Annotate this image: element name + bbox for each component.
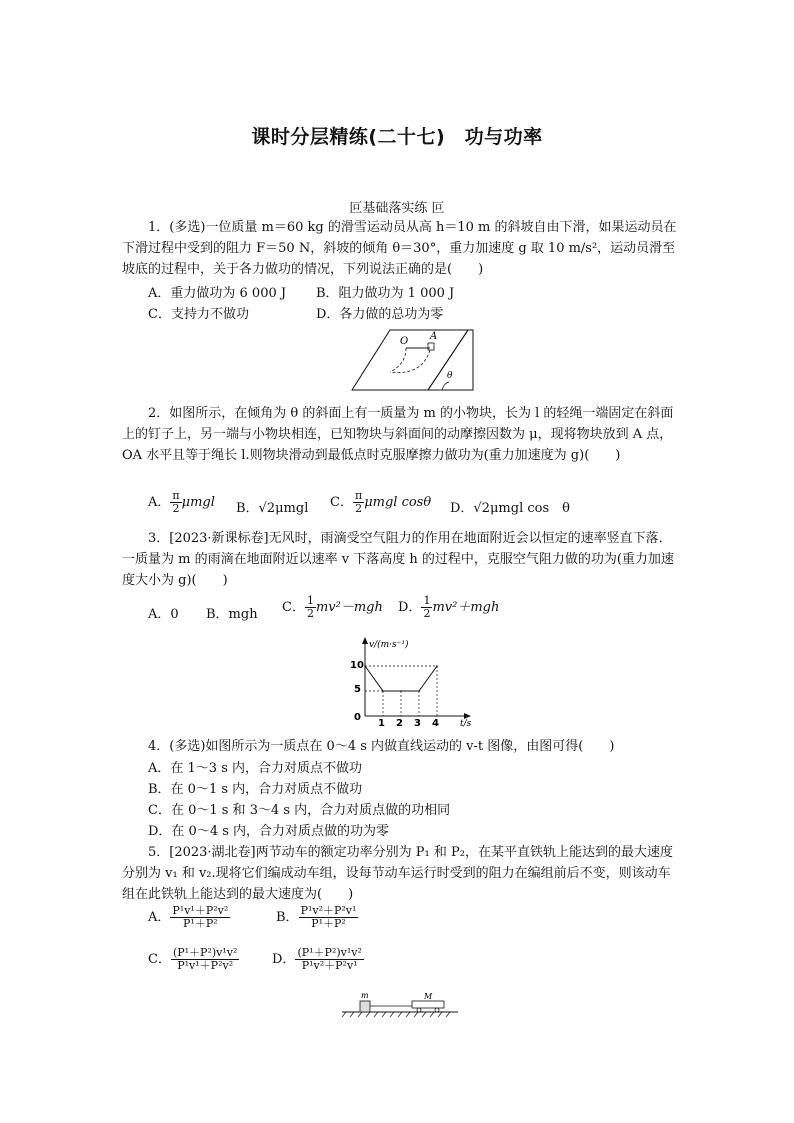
ground-hatch (342, 1012, 450, 1017)
vt-point-t4 (436, 665, 438, 667)
question-4-text: 4．(多选)如图所示为一质点在 0～4 s 内做直线运动的 v-t 图像，由图可得( ) (148, 739, 615, 754)
vt-point-t0 (364, 665, 366, 667)
q5-option-c-prefix: C． (148, 952, 171, 967)
q1-option-d: D．各力做的总功为零 (316, 307, 444, 322)
q2-option-c-den: 2 (355, 502, 363, 515)
question-2-text: 2．如图所示，在倾角为 θ 的斜面上有一质量为 m 的小物块，长为 l 的轻绳一端固定在斜面上的钉子上，另一端与小物块相连，已知物块与斜面间的动摩擦因数为 μ，现将物块放到 A 点，OA 水平且等于绳长 l.则物块滑动到最低点时克服摩擦力做功为(重力加速度为 g)( ) (122, 406, 674, 463)
y-axis-label: v/(m·s⁻¹) (369, 640, 409, 650)
q5-option-d-den: P¹v²＋P²v¹ (301, 959, 358, 972)
x-axis-label: t/s (460, 719, 472, 728)
q3-option-c (282, 595, 383, 620)
q5-option-b-den: P¹＋P² (311, 917, 346, 930)
y-tick-0: 0 (354, 712, 361, 723)
q4-option-b: B．在 0～1 s 内，合力对质点不做功 (148, 782, 363, 797)
q5-option-a-den: P¹＋P² (183, 917, 218, 930)
q3-option-b: B．mgh (206, 607, 258, 622)
x-tick-1: 1 (378, 718, 385, 728)
q2-option-c-prefix: C． (330, 495, 353, 510)
q1-option-b: B．阻力做功为 1 000 J (316, 286, 455, 301)
vt-graph (340, 634, 480, 728)
block-m (360, 1001, 370, 1012)
q5-option-b-fraction (299, 905, 359, 930)
question-4 (122, 736, 682, 757)
q5-option-a (148, 905, 230, 930)
vt-point-t2 (400, 690, 402, 692)
q3-option-c-rest: mv²－mgh (315, 600, 383, 615)
q2-option-a-fraction (170, 490, 181, 515)
q3-option-c-num: 1 (306, 594, 314, 607)
q5-option-b (276, 905, 358, 930)
q3-option-c-den: 2 (306, 607, 314, 620)
cart-M (412, 1001, 444, 1008)
q5-option-d-prefix: D． (272, 952, 296, 967)
label-theta: θ (447, 371, 453, 381)
q5-option-b-num: P¹v²＋P²v¹ (300, 904, 357, 917)
section-header: 叵基础落实练 叵 (349, 201, 445, 216)
y-tick-5: 5 (354, 684, 361, 695)
incline-figure (350, 326, 475, 394)
q5-option-c-den: P¹v¹＋P²v² (177, 959, 234, 972)
q3-option-d-prefix: D． (398, 600, 422, 615)
x-tick-3: 3 (414, 718, 421, 728)
q5-option-d-fraction (295, 947, 363, 972)
q3-option-d (398, 595, 499, 620)
q3-option-a: A．0 (148, 607, 179, 622)
label-a: A (430, 331, 438, 342)
q2-option-d: D．√2μmgl cos θ (450, 501, 570, 516)
vt-point-t1 (382, 690, 384, 692)
q2-option-c (330, 490, 431, 515)
question-2 (122, 403, 682, 466)
q2-option-b: B．√2μmgl (236, 501, 309, 516)
vt-point-t3 (418, 690, 420, 692)
q5-option-a-prefix: A． (148, 910, 171, 925)
q5-option-b-prefix: B． (276, 910, 299, 925)
q2-option-a-num: π (172, 489, 180, 502)
q3-option-d-rest: mv²＋mgh (432, 600, 500, 615)
q2-option-a-rest: μmgl (181, 495, 215, 510)
y-tick-10: 10 (350, 660, 364, 671)
question-1 (122, 217, 682, 280)
q1-option-c: C．支持力不做功 (148, 307, 249, 322)
label-m: m (361, 991, 369, 1000)
q2-option-a (148, 490, 215, 515)
q4-option-c: C．在 0～1 s 和 3～4 s 内，合力对质点做的功相同 (148, 803, 451, 818)
q5-option-a-fraction (170, 905, 230, 930)
q2-option-c-num: π (354, 489, 363, 502)
question-1-text: 1．(多选)一位质量 m＝60 kg 的滑雪运动员从高 h＝10 m 的斜坡自由下滑，如果运动员在下滑过程中受到的阻力 F＝50 N，斜坡的倾角 θ＝30°，重力加速度 g 取 10 m/s²，运动员滑至坡底的过程中，关于各力做功的情况，下列说法正确的是( ) (122, 220, 677, 277)
q3-option-c-fraction (305, 595, 316, 620)
y-axis-arrow (362, 637, 368, 644)
vt-series-line (365, 666, 437, 691)
q3-option-d-fraction (421, 595, 432, 620)
question-5 (122, 842, 682, 905)
label-o: O (400, 336, 409, 347)
question-5-text: 5．[2023·湖北卷]两节动车的额定功率分别为 P₁ 和 P₂，在某平直铁轨上能达到的最大速度分别为 v₁ 和 v₂.现将它们编成动车组，设每节动车运行时受到的阻力在编组前后不变，则该动车组在此铁轨上能达到的最大速度为( ) (122, 845, 673, 902)
x-tick-4: 4 (432, 718, 439, 728)
q2-option-a-prefix: A． (148, 495, 171, 510)
q5-option-c (148, 947, 239, 972)
q3-option-c-prefix: C． (282, 600, 305, 615)
x-tick-2: 2 (396, 718, 403, 728)
q3-option-d-den: 2 (423, 607, 431, 620)
question-3 (122, 528, 682, 591)
q2-option-a-den: 2 (172, 502, 180, 515)
q2-option-c-fraction (353, 490, 364, 515)
q5-option-d-num: (P¹＋P²)v¹v² (297, 946, 362, 959)
q4-option-a: A．在 1～3 s 内，合力对质点不做功 (148, 761, 362, 776)
q1-option-a: A．重力做功为 6 000 J (148, 286, 287, 301)
q5-option-d (272, 947, 364, 972)
block-cart-figure (340, 990, 460, 1020)
q3-option-d-num: 1 (423, 594, 431, 607)
q2-option-c-rest: μmgl cosθ (364, 495, 432, 510)
q5-option-c-num: (P¹＋P²)v¹v² (172, 946, 238, 959)
q4-option-d: D．在 0～4 s 内，合力对质点做的功为零 (148, 824, 390, 839)
q5-option-a-num: P¹v¹＋P²v² (172, 904, 229, 917)
label-M: M (424, 992, 433, 1001)
page-title: 课时分层精练(二十七) 功与功率 (251, 126, 543, 148)
q5-option-c-fraction (171, 947, 239, 972)
question-3-text: 3．[2023·新课标卷]无风时，雨滴受空气阻力的作用在地面附近会以恒定的速率竖直下落．一质量为 m 的雨滴在地面附近以速率 v 下落高度 h 的过程中，克服空气阻力做的功为(重力加速度大小为 g)( ) (122, 531, 674, 588)
